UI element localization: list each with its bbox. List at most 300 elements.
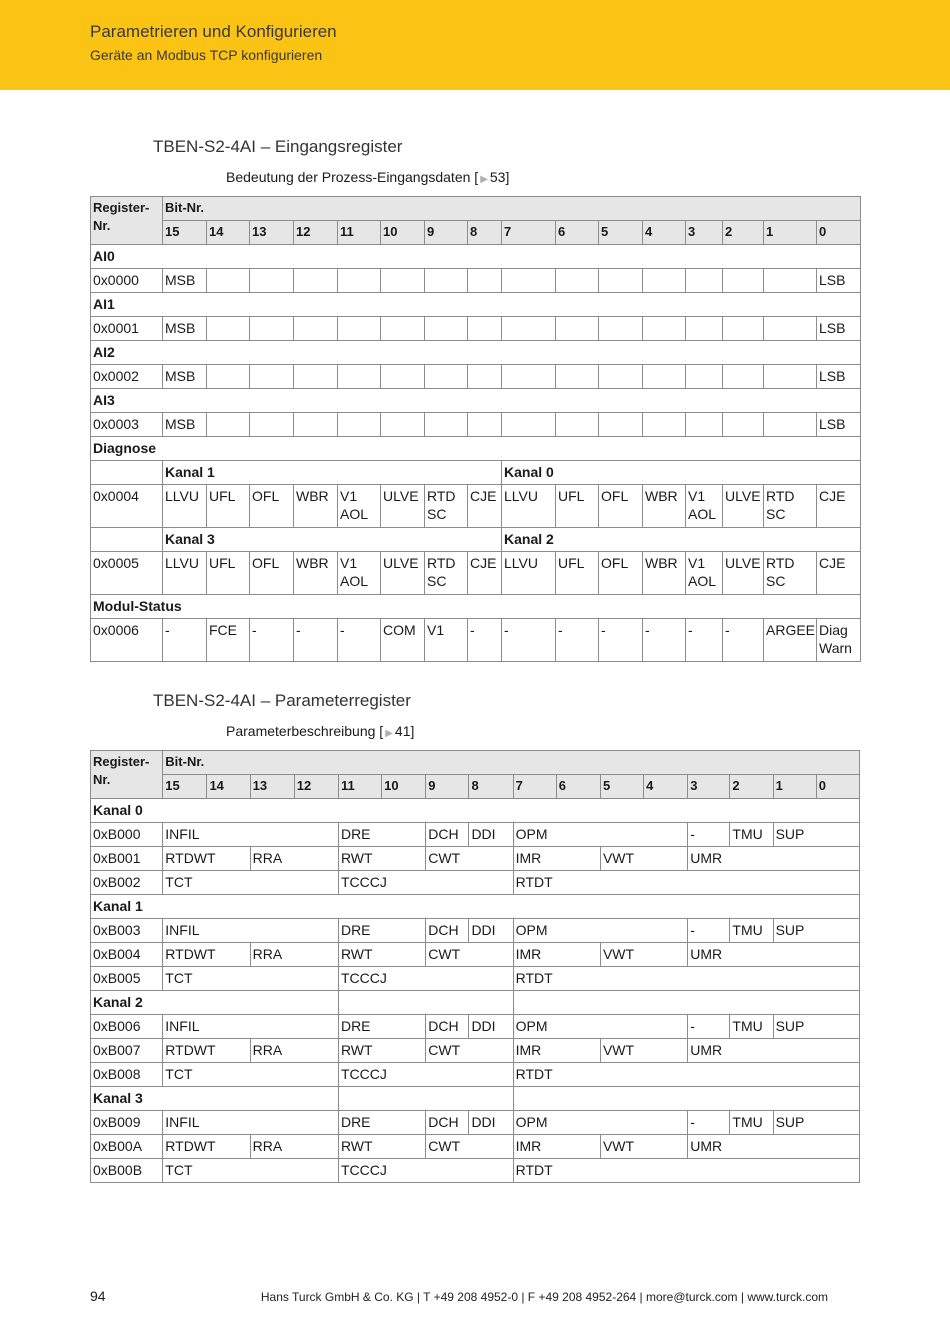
param-sup: SUP bbox=[773, 919, 859, 943]
group-row bbox=[91, 245, 861, 269]
bit-number-header: 12 bbox=[294, 221, 338, 245]
channel-label: Kanal 0 bbox=[502, 461, 861, 485]
group-label: Kanal 0 bbox=[91, 799, 860, 823]
lsb-cell: LSB bbox=[817, 365, 861, 389]
group-label: AI3 bbox=[91, 389, 861, 413]
register-number: 0xB009 bbox=[91, 1111, 163, 1135]
param-dch: DCH bbox=[426, 1111, 469, 1135]
bit-cell: RTD SC bbox=[425, 552, 468, 595]
empty-cell bbox=[556, 413, 599, 437]
param-section-title: TBEN-S2-4AI – Parameterregister bbox=[153, 691, 411, 710]
param-vwt: VWT bbox=[600, 847, 687, 871]
bit-number-header: 0 bbox=[817, 221, 861, 245]
group-row bbox=[91, 437, 861, 461]
bit-number-header: 2 bbox=[730, 775, 773, 799]
param-umr: UMR bbox=[688, 1135, 860, 1159]
bit-number-header: 11 bbox=[338, 775, 381, 799]
bit-cell: Diag Warn bbox=[817, 619, 861, 662]
reference-page: 41 bbox=[394, 723, 411, 739]
register-row bbox=[91, 413, 861, 437]
empty-cell bbox=[556, 365, 599, 389]
register-row bbox=[91, 317, 861, 341]
empty-cell bbox=[338, 1087, 513, 1111]
register-number: 0xB000 bbox=[91, 823, 163, 847]
register-number: 0x0004 bbox=[91, 485, 163, 528]
register-row bbox=[91, 1063, 860, 1087]
register-number: 0xB005 bbox=[91, 967, 163, 991]
bit-number-header: 8 bbox=[469, 775, 513, 799]
empty-cell bbox=[250, 365, 294, 389]
msb-cell: MSB bbox=[163, 269, 207, 293]
param-tmu: TMU bbox=[730, 1111, 773, 1135]
param-opm: OPM bbox=[513, 1111, 688, 1135]
bit-cell: - bbox=[556, 619, 599, 662]
input-register-table bbox=[90, 196, 861, 662]
empty-cell bbox=[294, 365, 338, 389]
register-number: 0x0005 bbox=[91, 552, 163, 595]
empty-cell bbox=[294, 269, 338, 293]
bit-cell: LLVU bbox=[502, 485, 556, 528]
param-reserved: - bbox=[688, 1015, 730, 1039]
empty-cell bbox=[643, 269, 686, 293]
group-row bbox=[91, 341, 861, 365]
register-number: 0xB003 bbox=[91, 919, 163, 943]
empty-cell bbox=[643, 365, 686, 389]
param-dch: DCH bbox=[426, 1015, 469, 1039]
empty-cell bbox=[468, 365, 502, 389]
bit-cell: V1 bbox=[425, 619, 468, 662]
register-column-header: Register-Nr. bbox=[91, 751, 163, 799]
bit-number-header: 7 bbox=[502, 221, 556, 245]
group-label: Kanal 3 bbox=[91, 1087, 339, 1111]
empty-cell bbox=[338, 413, 381, 437]
triangle-right-icon: ▶ bbox=[385, 728, 393, 739]
bit-number-header: 15 bbox=[163, 775, 207, 799]
param-rra: RRA bbox=[250, 1039, 338, 1063]
empty-cell bbox=[643, 413, 686, 437]
triangle-right-icon: ▶ bbox=[480, 174, 488, 185]
param-tct: TCT bbox=[163, 1159, 339, 1183]
param-rtdt: RTDT bbox=[513, 871, 859, 895]
param-reserved: - bbox=[688, 919, 730, 943]
param-cwt: CWT bbox=[426, 847, 513, 871]
empty-cell bbox=[294, 413, 338, 437]
empty-cell bbox=[338, 317, 381, 341]
bit-cell: WBR bbox=[643, 485, 686, 528]
param-infil: INFIL bbox=[163, 919, 339, 943]
empty-cell bbox=[556, 269, 599, 293]
group-row bbox=[91, 293, 861, 317]
bit-cell: - bbox=[163, 619, 207, 662]
group-label: AI0 bbox=[91, 245, 861, 269]
param-rra: RRA bbox=[250, 943, 338, 967]
empty-cell bbox=[381, 269, 425, 293]
bit-cell: FCE bbox=[207, 619, 250, 662]
param-ddi: DDI bbox=[469, 1111, 513, 1135]
bit-cell: CJE bbox=[468, 485, 502, 528]
input-section-reference[interactable]: Bedeutung der Prozess-Eingangsdaten [ ▶ 53] bbox=[226, 169, 510, 185]
bit-number-header: 2 bbox=[723, 221, 764, 245]
param-dch: DCH bbox=[426, 823, 469, 847]
param-imr: IMR bbox=[513, 943, 600, 967]
register-number: 0x0006 bbox=[91, 619, 163, 662]
bit-cell: V1 AOL bbox=[338, 485, 381, 528]
bit-cell: UFL bbox=[556, 485, 599, 528]
bit-cell: OFL bbox=[599, 485, 643, 528]
param-rra: RRA bbox=[250, 1135, 338, 1159]
empty-cell bbox=[338, 269, 381, 293]
register-row bbox=[91, 365, 861, 389]
param-sup: SUP bbox=[773, 1015, 859, 1039]
bit-cell: RTD SC bbox=[425, 485, 468, 528]
param-infil: INFIL bbox=[163, 1015, 339, 1039]
register-number: 0xB008 bbox=[91, 1063, 163, 1087]
bit-number-header: 8 bbox=[468, 221, 502, 245]
table-header-row bbox=[91, 751, 860, 775]
bit-cell: - bbox=[599, 619, 643, 662]
bit-cell: - bbox=[643, 619, 686, 662]
bit-cell: OFL bbox=[250, 485, 294, 528]
param-imr: IMR bbox=[513, 847, 600, 871]
msb-cell: MSB bbox=[163, 317, 207, 341]
empty-cell bbox=[502, 317, 556, 341]
header-subtitle: Geräte an Modbus TCP konfigurieren bbox=[90, 47, 323, 63]
group-label: Modul-Status bbox=[91, 595, 861, 619]
param-cwt: CWT bbox=[426, 1135, 513, 1159]
channel-label-row bbox=[91, 528, 861, 552]
empty-cell bbox=[723, 365, 764, 389]
empty-cell bbox=[207, 413, 250, 437]
bit-cell: OFL bbox=[250, 552, 294, 595]
empty-cell bbox=[764, 413, 817, 437]
lsb-cell: LSB bbox=[817, 413, 861, 437]
register-number: 0xB00A bbox=[91, 1135, 163, 1159]
register-row bbox=[91, 485, 861, 528]
param-ddi: DDI bbox=[469, 1015, 513, 1039]
empty-cell bbox=[425, 413, 468, 437]
register-row bbox=[91, 1015, 860, 1039]
register-column-header: Register-Nr. bbox=[91, 197, 163, 245]
empty-cell bbox=[723, 269, 764, 293]
bit-cell: - bbox=[502, 619, 556, 662]
bit-number-header: 12 bbox=[294, 775, 338, 799]
empty-cell bbox=[764, 317, 817, 341]
param-imr: IMR bbox=[513, 1039, 600, 1063]
bit-number-header: 1 bbox=[773, 775, 816, 799]
param-vwt: VWT bbox=[600, 1039, 687, 1063]
group-row bbox=[91, 799, 860, 823]
bit-cell: CJE bbox=[468, 552, 502, 595]
bit-cell: - bbox=[686, 619, 723, 662]
group-row bbox=[91, 991, 860, 1015]
bit-number-header: 5 bbox=[599, 221, 643, 245]
empty-cell bbox=[686, 317, 723, 341]
group-label: AI2 bbox=[91, 341, 861, 365]
param-opm: OPM bbox=[513, 823, 688, 847]
param-dre: DRE bbox=[338, 1111, 425, 1135]
bit-number-row bbox=[91, 775, 860, 799]
empty-cell bbox=[502, 365, 556, 389]
bit-cell: - bbox=[338, 619, 381, 662]
empty-cell bbox=[468, 317, 502, 341]
bit-cell: COM bbox=[381, 619, 425, 662]
bit-column-header: Bit-Nr. bbox=[163, 197, 861, 221]
empty-cell bbox=[338, 365, 381, 389]
bit-number-header: 6 bbox=[556, 775, 600, 799]
bit-cell: V1 AOL bbox=[686, 485, 723, 528]
bit-number-header: 5 bbox=[600, 775, 643, 799]
channel-label: Kanal 3 bbox=[163, 528, 502, 552]
empty-cell bbox=[686, 269, 723, 293]
bit-number-header: 3 bbox=[688, 775, 730, 799]
bit-number-header: 6 bbox=[556, 221, 599, 245]
register-row bbox=[91, 823, 860, 847]
param-tct: TCT bbox=[163, 871, 339, 895]
bit-cell: ARGEE bbox=[764, 619, 817, 662]
group-label: Kanal 1 bbox=[91, 895, 860, 919]
param-tcccj: TCCCJ bbox=[338, 967, 513, 991]
param-tmu: TMU bbox=[730, 919, 773, 943]
register-number: 0xB007 bbox=[91, 1039, 163, 1063]
bit-cell: RTD SC bbox=[764, 485, 817, 528]
bit-cell: ULVE bbox=[723, 552, 764, 595]
bit-cell: WBR bbox=[294, 552, 338, 595]
param-rwt: RWT bbox=[338, 847, 425, 871]
param-tcccj: TCCCJ bbox=[338, 1159, 513, 1183]
param-dre: DRE bbox=[338, 823, 425, 847]
bit-number-header: 13 bbox=[250, 221, 294, 245]
param-rtdwt: RTDWT bbox=[163, 847, 250, 871]
bit-cell: LLVU bbox=[163, 552, 207, 595]
bit-number-header: 15 bbox=[163, 221, 207, 245]
empty-cell bbox=[294, 317, 338, 341]
bit-cell: WBR bbox=[294, 485, 338, 528]
bit-cell: RTD SC bbox=[764, 552, 817, 595]
register-row bbox=[91, 943, 860, 967]
bit-cell: UFL bbox=[556, 552, 599, 595]
empty-cell bbox=[599, 413, 643, 437]
group-row bbox=[91, 895, 860, 919]
param-rtdt: RTDT bbox=[513, 1063, 859, 1087]
param-tct: TCT bbox=[163, 1063, 339, 1087]
bit-number-header: 10 bbox=[382, 775, 426, 799]
register-row bbox=[91, 1111, 860, 1135]
bit-cell: OFL bbox=[599, 552, 643, 595]
bit-number-row bbox=[91, 221, 861, 245]
bit-cell: V1 AOL bbox=[338, 552, 381, 595]
param-ddi: DDI bbox=[469, 919, 513, 943]
param-tcccj: TCCCJ bbox=[338, 871, 513, 895]
reference-page: 53 bbox=[489, 169, 506, 185]
bit-cell: ULVE bbox=[381, 485, 425, 528]
bit-number-header: 10 bbox=[381, 221, 425, 245]
register-number: 0xB006 bbox=[91, 1015, 163, 1039]
param-opm: OPM bbox=[513, 1015, 688, 1039]
register-row bbox=[91, 269, 861, 293]
param-rtdwt: RTDWT bbox=[163, 1135, 250, 1159]
bit-cell: - bbox=[294, 619, 338, 662]
reference-text: Parameterbeschreibung bbox=[226, 723, 376, 739]
empty-cell bbox=[723, 317, 764, 341]
bit-number-header: 9 bbox=[425, 221, 468, 245]
bit-cell: LLVU bbox=[502, 552, 556, 595]
group-label: AI1 bbox=[91, 293, 861, 317]
empty-cell bbox=[425, 365, 468, 389]
empty-cell bbox=[468, 269, 502, 293]
register-row bbox=[91, 919, 860, 943]
empty-cell bbox=[468, 413, 502, 437]
register-row bbox=[91, 552, 861, 595]
param-reserved: - bbox=[688, 823, 730, 847]
register-number: 0xB001 bbox=[91, 847, 163, 871]
empty-cell bbox=[381, 413, 425, 437]
param-dre: DRE bbox=[338, 1015, 425, 1039]
msb-cell: MSB bbox=[163, 365, 207, 389]
register-row bbox=[91, 967, 860, 991]
bit-number-header: 4 bbox=[644, 775, 688, 799]
param-tcccj: TCCCJ bbox=[338, 1063, 513, 1087]
param-tmu: TMU bbox=[730, 823, 773, 847]
bit-cell: CJE bbox=[817, 485, 861, 528]
register-row bbox=[91, 871, 860, 895]
register-row bbox=[91, 1039, 860, 1063]
bit-number-header: 14 bbox=[207, 775, 250, 799]
param-infil: INFIL bbox=[163, 1111, 339, 1135]
param-vwt: VWT bbox=[600, 1135, 687, 1159]
empty-cell bbox=[207, 269, 250, 293]
bit-number-header: 1 bbox=[764, 221, 817, 245]
empty-cell bbox=[250, 317, 294, 341]
empty-cell bbox=[425, 317, 468, 341]
empty-cell bbox=[250, 269, 294, 293]
bit-cell: UFL bbox=[207, 552, 250, 595]
param-rwt: RWT bbox=[338, 1135, 425, 1159]
bit-cell: CJE bbox=[817, 552, 861, 595]
empty-cell bbox=[513, 991, 859, 1015]
empty-cell bbox=[643, 317, 686, 341]
param-dre: DRE bbox=[338, 919, 425, 943]
register-row bbox=[91, 847, 860, 871]
param-sup: SUP bbox=[773, 1111, 859, 1135]
bit-cell: ULVE bbox=[381, 552, 425, 595]
empty-cell bbox=[686, 413, 723, 437]
bit-cell: UFL bbox=[207, 485, 250, 528]
param-imr: IMR bbox=[513, 1135, 600, 1159]
param-vwt: VWT bbox=[600, 943, 687, 967]
page-header bbox=[0, 0, 950, 90]
param-reserved: - bbox=[688, 1111, 730, 1135]
header-title: Parametrieren und Konfigurieren bbox=[90, 22, 337, 41]
param-umr: UMR bbox=[688, 943, 860, 967]
group-label: Kanal 2 bbox=[91, 991, 339, 1015]
register-row bbox=[91, 1159, 860, 1183]
register-number: 0x0003 bbox=[91, 413, 163, 437]
empty-cell bbox=[686, 365, 723, 389]
param-opm: OPM bbox=[513, 919, 688, 943]
param-rwt: RWT bbox=[338, 943, 425, 967]
empty-cell bbox=[764, 365, 817, 389]
param-sup: SUP bbox=[773, 823, 859, 847]
param-rtdwt: RTDWT bbox=[163, 1039, 250, 1063]
bit-cell: - bbox=[468, 619, 502, 662]
empty-cell bbox=[338, 991, 513, 1015]
group-row bbox=[91, 389, 861, 413]
empty-cell bbox=[381, 365, 425, 389]
param-umr: UMR bbox=[688, 1039, 860, 1063]
empty-cell bbox=[513, 1087, 859, 1111]
param-rra: RRA bbox=[250, 847, 338, 871]
bit-number-header: 9 bbox=[426, 775, 469, 799]
param-cwt: CWT bbox=[426, 943, 513, 967]
register-number: 0xB00B bbox=[91, 1159, 163, 1183]
bit-cell: LLVU bbox=[163, 485, 207, 528]
register-number: 0x0001 bbox=[91, 317, 163, 341]
bit-cell: WBR bbox=[643, 552, 686, 595]
lsb-cell: LSB bbox=[817, 269, 861, 293]
bit-cell: - bbox=[250, 619, 294, 662]
input-section-title: TBEN-S2-4AI – Eingangsregister bbox=[153, 137, 403, 156]
channel-label-row bbox=[91, 461, 861, 485]
channel-label: Kanal 2 bbox=[502, 528, 861, 552]
param-cwt: CWT bbox=[426, 1039, 513, 1063]
group-row bbox=[91, 1087, 860, 1111]
bit-number-header: 0 bbox=[816, 775, 859, 799]
parameter-register-table bbox=[90, 750, 860, 1183]
empty-cell bbox=[599, 365, 643, 389]
bit-cell: ULVE bbox=[723, 485, 764, 528]
param-tct: TCT bbox=[163, 967, 339, 991]
empty-cell bbox=[502, 269, 556, 293]
register-number: 0x0000 bbox=[91, 269, 163, 293]
empty-cell bbox=[425, 269, 468, 293]
reference-text: Bedeutung der Prozess-Eingangsdaten bbox=[226, 169, 471, 185]
param-rtdt: RTDT bbox=[513, 1159, 859, 1183]
param-ddi: DDI bbox=[469, 823, 513, 847]
bit-number-header: 13 bbox=[250, 775, 294, 799]
bit-column-header: Bit-Nr. bbox=[163, 751, 860, 775]
empty-cell bbox=[723, 413, 764, 437]
param-umr: UMR bbox=[688, 847, 860, 871]
bit-number-header: 7 bbox=[513, 775, 556, 799]
param-dch: DCH bbox=[426, 919, 469, 943]
register-row bbox=[91, 619, 861, 662]
empty-cell bbox=[91, 461, 163, 485]
page-number: 94 bbox=[90, 1288, 106, 1304]
empty-cell bbox=[91, 528, 163, 552]
bit-number-header: 4 bbox=[643, 221, 686, 245]
register-row bbox=[91, 1135, 860, 1159]
group-row bbox=[91, 595, 861, 619]
empty-cell bbox=[250, 413, 294, 437]
bit-number-header: 14 bbox=[207, 221, 250, 245]
empty-cell bbox=[207, 365, 250, 389]
bit-cell: - bbox=[723, 619, 764, 662]
param-infil: INFIL bbox=[163, 823, 339, 847]
msb-cell: MSB bbox=[163, 413, 207, 437]
empty-cell bbox=[764, 269, 817, 293]
register-number: 0xB004 bbox=[91, 943, 163, 967]
bit-number-header: 11 bbox=[338, 221, 381, 245]
empty-cell bbox=[207, 317, 250, 341]
param-rtdwt: RTDWT bbox=[163, 943, 250, 967]
param-rtdt: RTDT bbox=[513, 967, 859, 991]
lsb-cell: LSB bbox=[817, 317, 861, 341]
empty-cell bbox=[556, 317, 599, 341]
empty-cell bbox=[502, 413, 556, 437]
footer-contact: Hans Turck GmbH & Co. KG | T +49 208 4952-0 | F +49 208 4952-264 | more@turck.com | www.turck.com bbox=[260, 1290, 828, 1304]
channel-label: Kanal 1 bbox=[163, 461, 502, 485]
param-section-reference[interactable]: Parameterbeschreibung [ ▶ 41] bbox=[226, 723, 415, 739]
